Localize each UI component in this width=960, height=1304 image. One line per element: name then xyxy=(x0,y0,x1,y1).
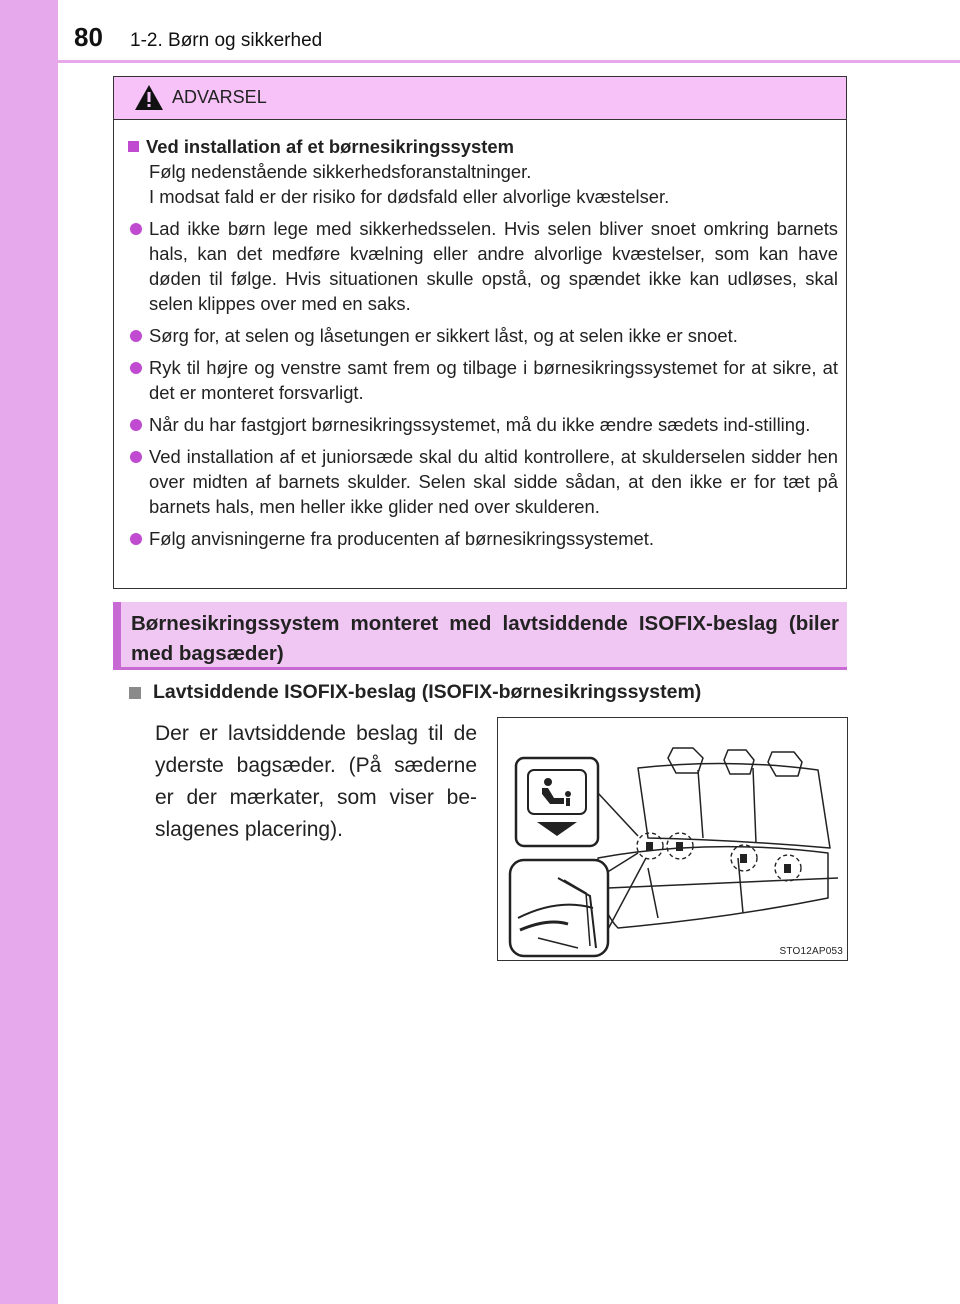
isofix-figure xyxy=(497,717,848,961)
warning-bullet xyxy=(128,323,838,348)
bullet-text: Ved installation af et juniorsæde skal du altid kontrollere, at skulderselen sidder hen over midten af barnets skulder. Selen skal sidde sådan, at den ikke er for tæt på barnets hals, men heller ikke glider ned over skulderen. xyxy=(149,446,838,517)
bullet-text: Følg anvisningerne fra producenten af børnesikringssystemet. xyxy=(149,528,654,549)
rear-seat-illustration xyxy=(498,718,847,960)
warning-bullet xyxy=(128,412,838,437)
sidebar-margin xyxy=(0,0,58,1304)
page-number: 80 xyxy=(74,22,103,52)
section-title: Børnesikringssystem monteret med lavtsiddende ISOFIX-beslag (biler med bagsæder) xyxy=(131,612,839,665)
warning-body xyxy=(114,120,846,551)
header-divider xyxy=(58,60,960,63)
bullet-dot-icon xyxy=(130,451,142,463)
warning-bullet xyxy=(128,355,838,405)
bullet-dot-icon xyxy=(130,533,142,545)
isofix-heading xyxy=(129,681,701,704)
bullet-dot-icon xyxy=(130,330,142,342)
isofix-heading-text: Lavtsiddende ISOFIX-beslag (ISOFIX-børnesikringssystem) xyxy=(153,681,702,703)
bullet-dot-icon xyxy=(130,362,142,374)
warning-bullet xyxy=(128,216,838,316)
square-bullet-icon xyxy=(128,141,139,152)
warning-bullet xyxy=(128,444,838,519)
bullet-text: Sørg for, at selen og låsetungen er sikkert låst, og at selen ikke er snoet. xyxy=(149,325,738,346)
warning-triangle-icon xyxy=(134,84,164,111)
square-bullet-icon xyxy=(129,687,141,699)
warning-box xyxy=(113,76,847,589)
bullet-text: Når du har fastgjort børnesikringssystemet, må du ikke ændre sædets ind-stilling. xyxy=(149,414,811,435)
bullet-dot-icon xyxy=(130,419,142,431)
warning-subheading-text: Ved installation af et børnesikringssystem xyxy=(146,136,514,157)
bullet-dot-icon xyxy=(130,223,142,235)
warning-subheading xyxy=(128,134,838,159)
warning-header xyxy=(114,77,846,120)
bullet-text: Lad ikke børn lege med sikkerhedsselen. Hvis selen bliver snoet omkring barnets hals, kan det medføre kvælning eller andre alvorlige kvæstelser, som kan have døden til følge. Hvis situationen skulle opstå, og spændet ikke kan udløses, skal selen klippes over med en saks. xyxy=(149,218,838,314)
warning-label: ADVARSEL xyxy=(172,87,267,107)
bullet-text: Ryk til højre og venstre samt frem og tilbage i børnesikringssystemet for at sikre, at det er monteret forsvarligt. xyxy=(149,357,838,403)
figure-code: STO12AP053 xyxy=(779,946,843,957)
warning-intro: Følg nedenstående sikkerhedsforanstaltninger. I modsat fald er der risiko for dødsfald eller alvorlige kvæstelser. xyxy=(149,161,670,207)
chapter-title: 1-2. Børn og sikkerhed xyxy=(130,30,323,51)
isofix-description: Der er lavtsiddende beslag til de yderste bagsæder. (På sæderne er der mærkater, som viser be-slagenes placering). xyxy=(155,722,477,841)
warning-bullet xyxy=(128,526,838,551)
section-heading-bar xyxy=(113,602,847,670)
